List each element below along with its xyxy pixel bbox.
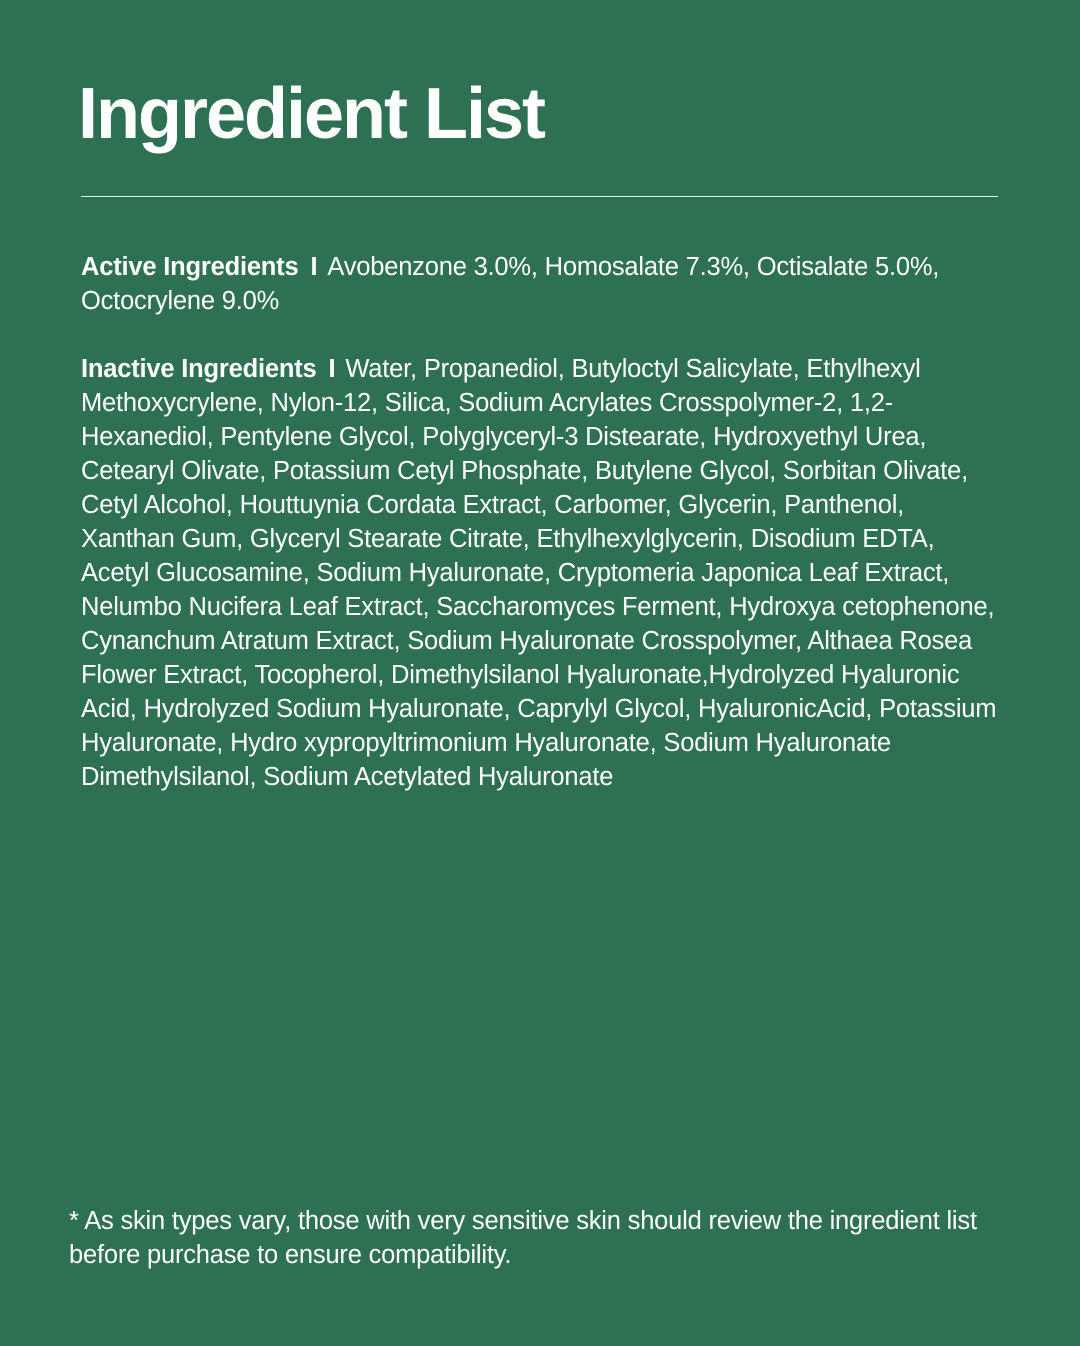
inactive-ingredients-section [81,352,1001,794]
active-ingredients-section [81,250,1001,318]
title-divider [81,196,998,197]
inactive-ingredients-label: Inactive Ingredients [81,355,317,383]
page-title: Ingredient List [78,74,545,154]
active-ingredients-label: Active Ingredients [81,253,299,281]
active-ingredients-separator: I [310,253,318,281]
inactive-ingredients-text: Water, Propanediol, Butyloctyl Salicylate, Ethylhexyl Methoxycrylene, Nylon-12, Silica, Sodium Acrylates Crosspolymer-2, 1,2-Hexanediol, Pentylene Glycol, Polyglyceryl-3 Distearate, Hydroxyethyl Urea, Cetearyl Olivate, Potassium Cetyl Phosphate, Butylene Glycol, Sorbitan Olivate, Cetyl Alcohol, Houttuynia Cordata Extract, Carbomer, Glycerin, Panthenol, Xanthan Gum, Glyceryl Stearate Citrate, Ethylhexylglycerin, Disodium EDTA, Acetyl Glucosamine, Sodium Hyaluronate, Cryptomeria Japonica Leaf Extract, Nelumbo Nucifera Leaf Extract, Saccharomyces Ferment, Hydroxya cetophenone, Cynanchum Atratum Extract, Sodium Hyaluronate Crosspolymer, Althaea Rosea Flower Extract, Tocopherol, Dimethylsilanol Hyaluronate,Hydrolyzed Hyaluronic Acid, Hydrolyzed Sodium Hyaluronate, Caprylyl Glycol, HyaluronicAcid, Potassium Hyaluronate, Hydro xypropyltrimonium Hyaluronate, Sodium Hyaluronate Dimethylsilanol, Sodium Acetylated Hyaluronate [81,355,997,791]
active-ingredients-text: Avobenzone 3.0%, Homosalate 7.3%, Octisalate 5.0%, Octocrylene 9.0% [81,253,940,315]
sensitivity-note: * As skin types vary, those with very sensitive skin should review the ingredient list before purchase to ensure compatibility. [69,1207,977,1269]
inactive-ingredients-separator: I [328,355,336,383]
